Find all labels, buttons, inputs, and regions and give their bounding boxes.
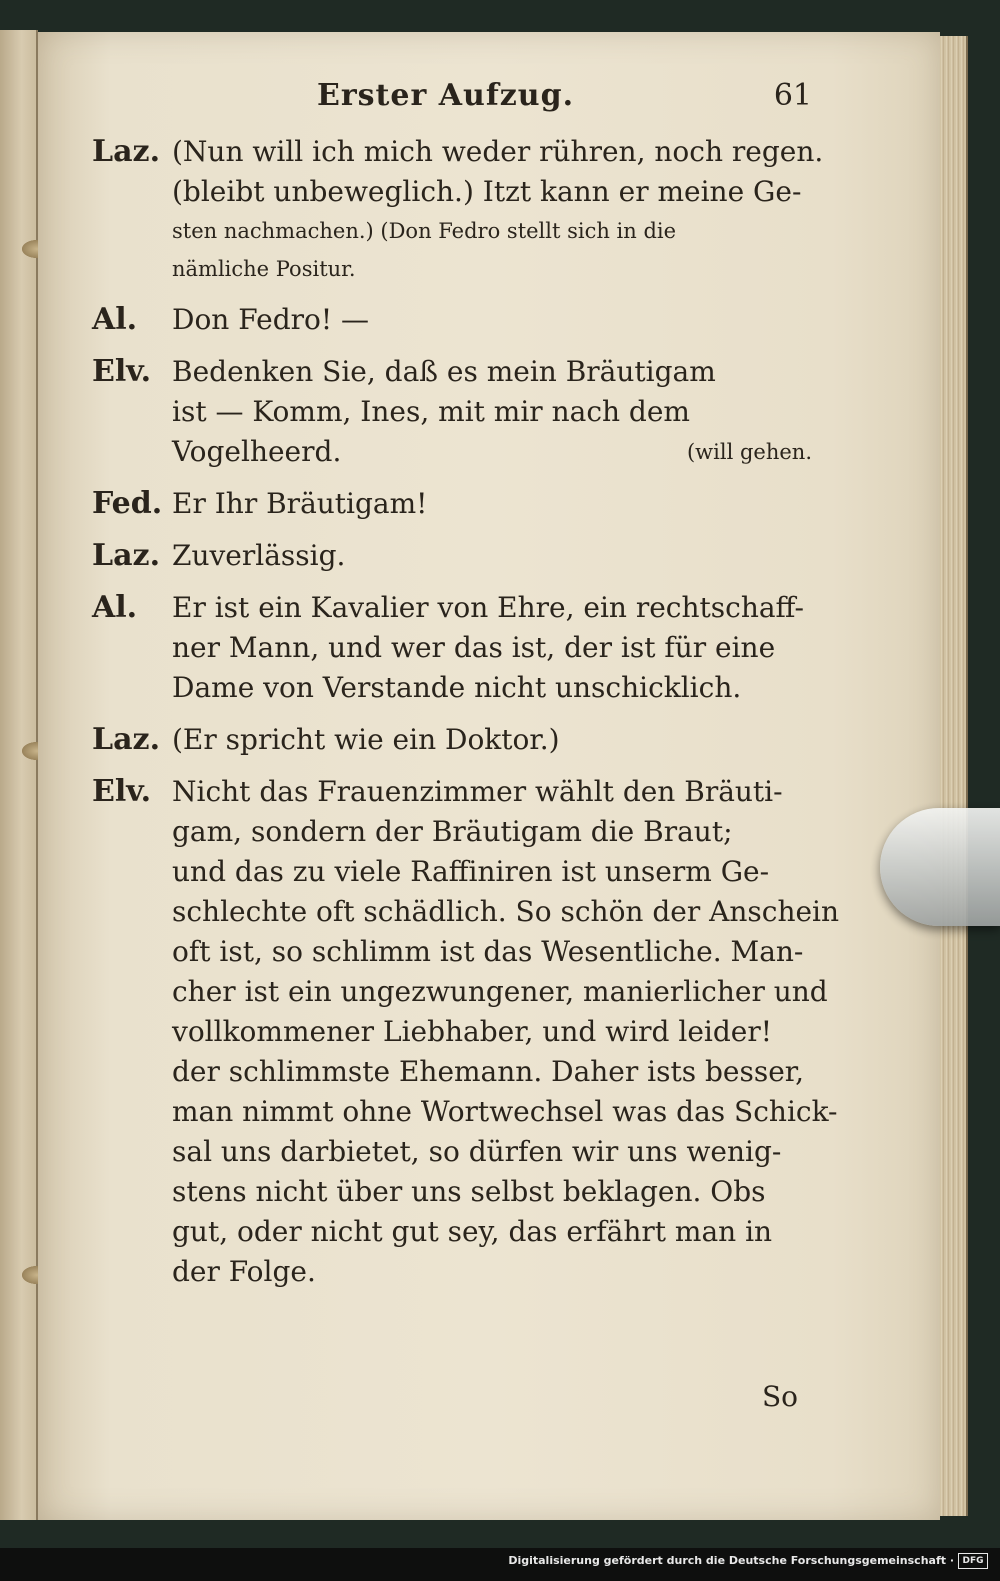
page-number: 61 xyxy=(773,78,812,113)
speech-lines xyxy=(172,484,812,524)
text-line xyxy=(172,1252,839,1292)
text-line xyxy=(172,172,823,212)
text-line xyxy=(172,772,839,812)
line-text: oft ist, so schlimm ist das Wesentliche. Man- xyxy=(172,935,804,968)
speaker-name: Al. xyxy=(92,590,138,625)
speaker-name: Laz. xyxy=(92,722,161,757)
text-line xyxy=(172,628,812,668)
line-text: vollkommener Liebhaber, und wird leider! xyxy=(172,1015,772,1048)
speech xyxy=(92,352,812,472)
text-line xyxy=(172,668,812,708)
text-line xyxy=(172,812,839,852)
speech xyxy=(92,536,812,576)
speaker-name: Laz. xyxy=(92,134,161,169)
text-line xyxy=(172,432,812,472)
speaker-name: Elv. xyxy=(92,354,152,389)
text-line xyxy=(172,1012,839,1052)
text-line xyxy=(172,132,823,172)
speech-lines xyxy=(172,300,812,340)
speech-lines xyxy=(172,588,812,708)
line-text: sten nachmachen.) (Don Fedro stellt sich in die xyxy=(172,219,677,243)
line-text: Dame von Verstande nicht unschicklich. xyxy=(172,671,742,704)
dfg-logo: DFG xyxy=(958,1553,988,1569)
line-text: und das zu viele Raffiniren ist unserm Ge- xyxy=(172,855,770,888)
speaker-name: Laz. xyxy=(92,538,161,573)
running-head: Erster Aufzug. xyxy=(317,78,575,113)
line-text: der Folge. xyxy=(172,1255,316,1288)
stage-direction: (will gehen. xyxy=(686,440,812,464)
footer-credit: Digitalisierung gefördert durch die Deutsche Forschungsgemeinschaft · xyxy=(508,1554,954,1567)
line-text: Er Ihr Bräutigam! xyxy=(172,487,428,520)
text-line xyxy=(172,1212,839,1252)
text-line xyxy=(172,932,839,972)
speaker-name: Fed. xyxy=(92,486,163,521)
speech-lines xyxy=(172,772,839,1292)
line-text: ner Mann, und wer das ist, der ist für eine xyxy=(172,631,776,664)
text-line xyxy=(172,852,839,892)
line-text: man nimmt ohne Wortwechsel was das Schick- xyxy=(172,1095,838,1128)
line-text: Don Fedro! — xyxy=(172,303,370,336)
line-text: der schlimmste Ehemann. Daher ists besser, xyxy=(172,1055,805,1088)
line-text: stens nicht über uns selbst beklagen. Obs xyxy=(172,1175,766,1208)
text-line xyxy=(172,1132,839,1172)
speech-lines xyxy=(172,132,823,288)
text-line xyxy=(172,300,812,340)
speaker-name: Elv. xyxy=(92,774,152,809)
line-text: (bleibt unbeweglich.) Itzt kann er meine Ge- xyxy=(172,175,802,208)
speech-lines xyxy=(172,720,812,760)
line-text: Er ist ein Kavalier von Ehre, ein rechtschaff- xyxy=(172,591,804,624)
line-text: Nicht das Frauenzimmer wählt den Bräuti- xyxy=(172,775,783,808)
page-block-edge xyxy=(940,36,968,1516)
line-text: schlechte oft schädlich. So schön der Anschein xyxy=(172,895,840,928)
catchword: So xyxy=(762,1380,799,1413)
line-text: nämliche Positur. xyxy=(172,257,356,281)
text-line xyxy=(172,484,812,524)
text-line xyxy=(172,1052,839,1092)
dialogue xyxy=(92,132,840,1292)
line-text: (Nun will ich mich weder rühren, noch regen. xyxy=(172,135,824,168)
page-header xyxy=(92,70,812,132)
speech-lines xyxy=(172,352,812,472)
page-clip xyxy=(880,808,1000,926)
speech xyxy=(92,132,824,288)
text-line xyxy=(172,392,812,432)
line-text: (Er spricht wie ein Doktor.) xyxy=(172,723,560,756)
line-text: ist — Komm, Ines, mit mir nach dem xyxy=(172,395,690,428)
speech xyxy=(92,772,840,1292)
text-line xyxy=(172,588,812,628)
text-line xyxy=(172,1092,839,1132)
text-line xyxy=(172,536,812,576)
text-line xyxy=(172,892,839,932)
speaker-name: Al. xyxy=(92,302,138,337)
text-line xyxy=(172,972,839,1012)
line-text: gut, oder nicht gut sey, das erfährt man in xyxy=(172,1215,773,1248)
speech xyxy=(92,588,812,708)
text-line xyxy=(172,212,823,250)
line-text: cher ist ein ungezwungener, manierlicher und xyxy=(172,975,828,1008)
speech xyxy=(92,484,812,524)
text-line xyxy=(172,1172,839,1212)
line-text: sal uns darbietet, so dürfen wir uns wenig- xyxy=(172,1135,782,1168)
text-line xyxy=(172,352,812,392)
line-text: Zuverlässig. xyxy=(172,539,346,572)
speech-lines xyxy=(172,536,812,576)
page-text xyxy=(92,70,840,1304)
line-text: Vogelheerd. xyxy=(172,435,342,468)
text-line xyxy=(172,720,812,760)
line-text: Bedenken Sie, daß es mein Bräutigam xyxy=(172,355,716,388)
line-text: gam, sondern der Bräutigam die Braut; xyxy=(172,815,733,848)
speech xyxy=(92,720,812,760)
speech xyxy=(92,300,812,340)
text-line xyxy=(172,250,823,288)
